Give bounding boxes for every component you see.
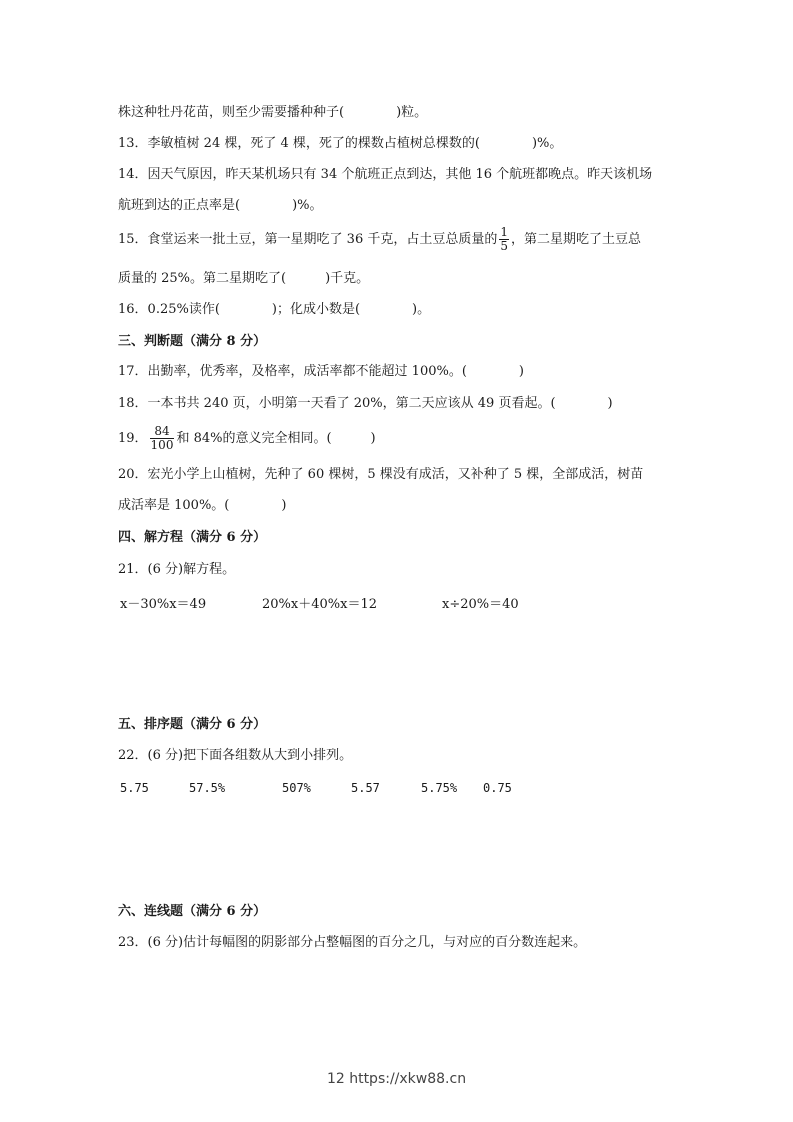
- q15-text-a: 15．食堂运来一批土豆，第一星期吃了 36 千克，占土豆总质量的: [118, 232, 498, 247]
- q15-fraction-denominator: 5: [500, 239, 508, 253]
- number-item: 507%: [282, 781, 311, 795]
- question-14-line1: 14．因天气原因，昨天某机场只有 34 个航班正点到达，其他 16 个航班都晚点。昨天该机场: [118, 167, 653, 182]
- section-5-heading: 五、排序题（满分 6 分）: [118, 717, 267, 732]
- number-item: 57.5%: [189, 781, 226, 795]
- page-footer: 12 https://xkw88.cn: [326, 1071, 467, 1087]
- question-22: 22．(6 分)把下面各组数从大到小排列。: [118, 748, 353, 763]
- q19-fraction: [150, 425, 175, 452]
- q19-number: 19．: [118, 431, 148, 446]
- q15-fraction-numerator: 1: [500, 225, 508, 239]
- question-14-line2: 航班到达的正点率是( )%。: [118, 198, 323, 213]
- question-17: 17．出勤率，优秀率，及格率，成活率都不能超过 100%。( ): [118, 364, 524, 379]
- equation-3: x÷20%＝40: [442, 597, 519, 612]
- question-21: 21．(6 分)解方程。: [118, 562, 236, 577]
- equation-2: 20%x＋40%x＝12: [262, 597, 377, 612]
- section-3-heading: 三、判断题（满分 8 分）: [118, 334, 267, 349]
- q15-fraction: [499, 226, 509, 253]
- q15-text-b: ，第二星期吃了土豆总: [511, 232, 642, 247]
- question-20-line1: 20．宏光小学上山植树，先种了 60 棵树，5 棵没有成活，又补种了 5 棵，全部成活，树苗: [118, 467, 644, 482]
- question-18: 18．一本书共 240 页，小明第一天看了 20%，第二天应该从 49 页看起。( ): [118, 396, 613, 411]
- number-item: 5.75: [120, 781, 149, 795]
- question-13: 13．李敏植树 24 棵，死了 4 棵，死了的棵数占植树总棵数的( )%。: [118, 136, 563, 151]
- section-6-heading: 六、连线题（满分 6 分）: [118, 904, 267, 919]
- q12-continuation: 株这种牡丹花苗，则至少需要播种种子( )粒。: [118, 105, 428, 120]
- equation-1: x－30%x＝49: [120, 597, 207, 612]
- question-16: 16．0.25%读作( )；化成小数是( )。: [118, 302, 431, 317]
- number-item: 5.57: [351, 781, 380, 795]
- q19-fraction-numerator: 84: [150, 425, 175, 439]
- number-item: 0.75: [483, 781, 512, 795]
- number-item: 5.75%: [421, 781, 458, 795]
- question-19: [118, 425, 376, 452]
- question-23: 23．(6 分)估计每幅图的阴影部分占整幅图的百分之几，与对应的百分数连起来。: [118, 935, 587, 950]
- question-20-line2: 成活率是 100%。( ): [118, 498, 287, 513]
- question-15-line1: [118, 226, 641, 253]
- section-4-heading: 四、解方程（满分 6 分）: [118, 530, 267, 545]
- q19-fraction-denominator: 100: [150, 438, 174, 452]
- question-15-line2: 质量的 25%。第二星期吃了( )千克。: [118, 271, 370, 286]
- q19-text: 和 84%的意义完全相同。( ): [176, 431, 376, 446]
